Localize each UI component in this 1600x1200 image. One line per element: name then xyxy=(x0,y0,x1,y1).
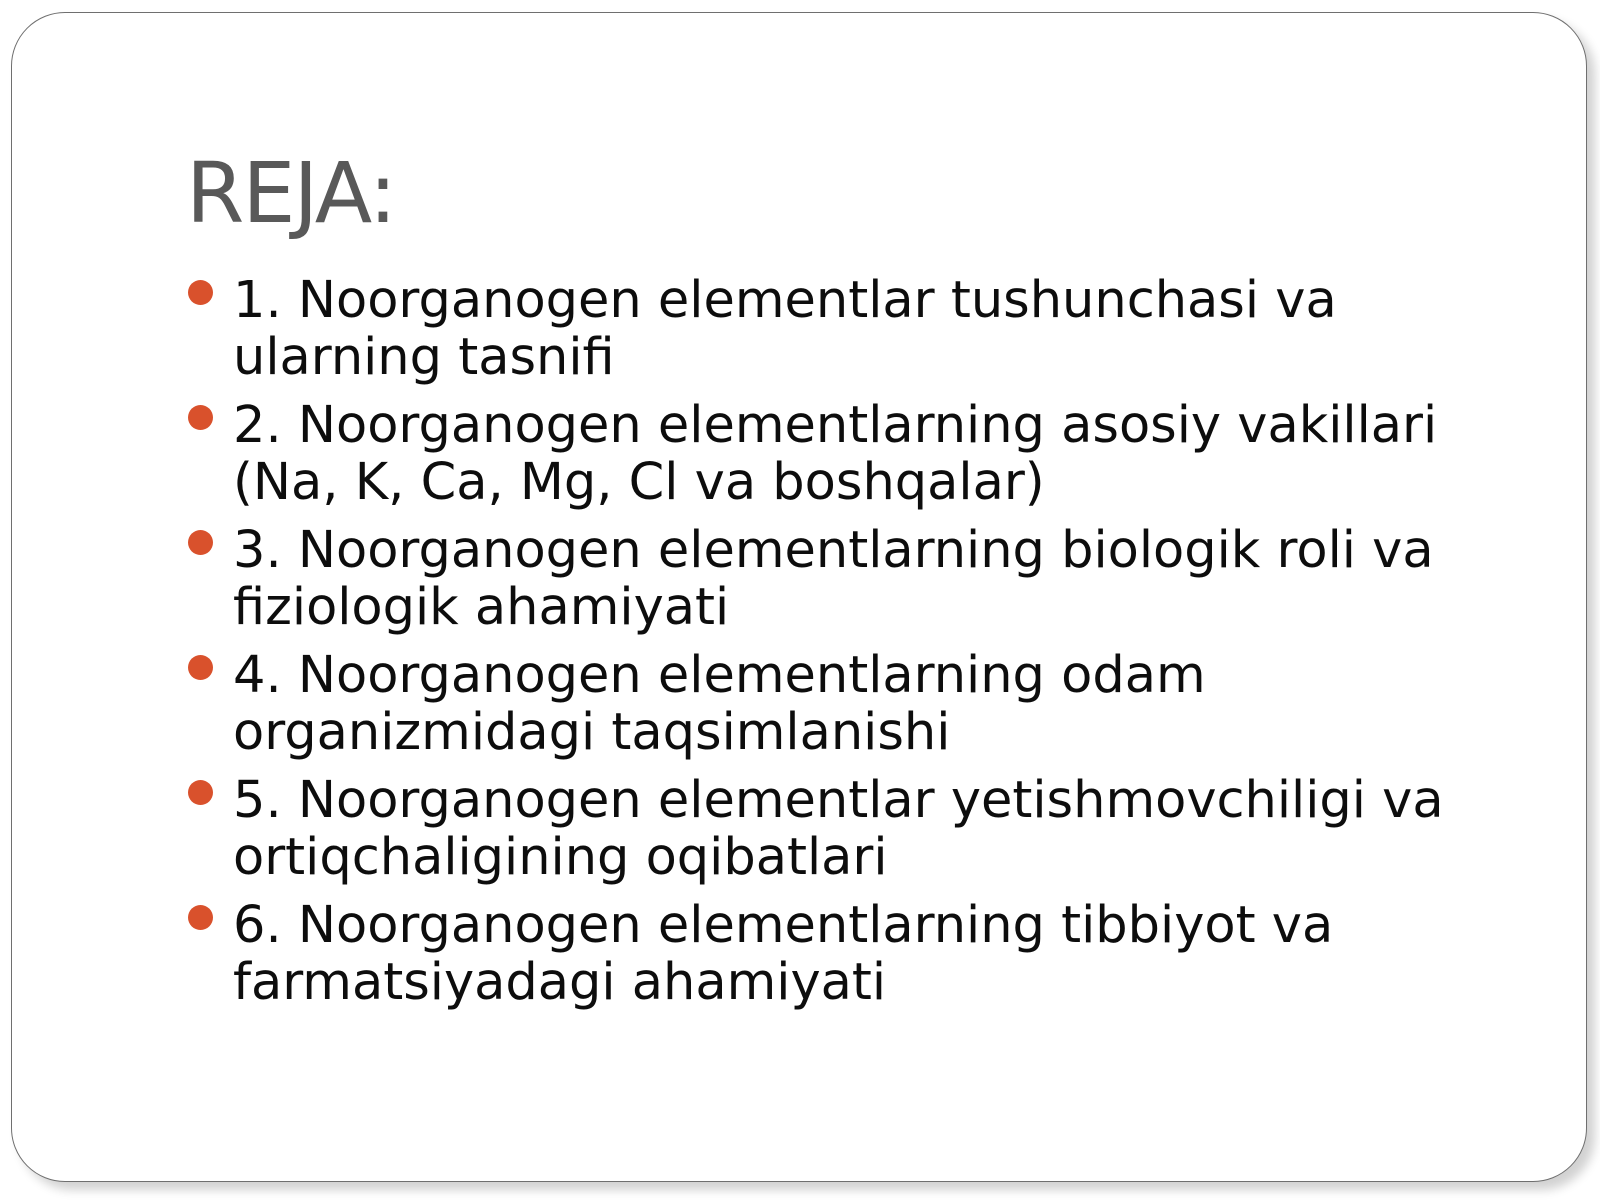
list-item-text: 2. Noorganogen elementlarning asosiy vakillari (Na, K, Ca, Mg, Cl va boshqalar) xyxy=(233,396,1438,512)
bullet-list xyxy=(187,272,1477,1022)
slide-title: REJA: xyxy=(186,144,396,242)
list-item-text: 5. Noorganogen elementlar yetishmovchiligi va ortiqchaligining oqibatlari xyxy=(233,771,1444,887)
list-item xyxy=(187,772,1477,886)
list-item-text: 1. Noorganogen elementlar tushunchasi va ularning tasnifi xyxy=(233,271,1337,387)
list-item xyxy=(187,397,1477,511)
bullet-icon xyxy=(188,530,213,555)
slide-frame xyxy=(11,12,1587,1182)
list-item xyxy=(187,897,1477,1011)
list-item xyxy=(187,522,1477,636)
list-item xyxy=(187,647,1477,761)
list-item-text: 6. Noorganogen elementlarning tibbiyot va farmatsiyadagi ahamiyati xyxy=(233,896,1334,1012)
bullet-icon xyxy=(188,405,213,430)
list-item-text: 4. Noorganogen elementlarning odam organizmidagi taqsimlanishi xyxy=(233,646,1206,762)
list-item-text: 3. Noorganogen elementlarning biologik roli va fiziologik ahamiyati xyxy=(233,521,1434,637)
bullet-icon xyxy=(188,780,213,805)
list-item xyxy=(187,272,1477,386)
bullet-icon xyxy=(188,280,213,305)
bullet-icon xyxy=(188,905,213,930)
bullet-icon xyxy=(188,655,213,680)
